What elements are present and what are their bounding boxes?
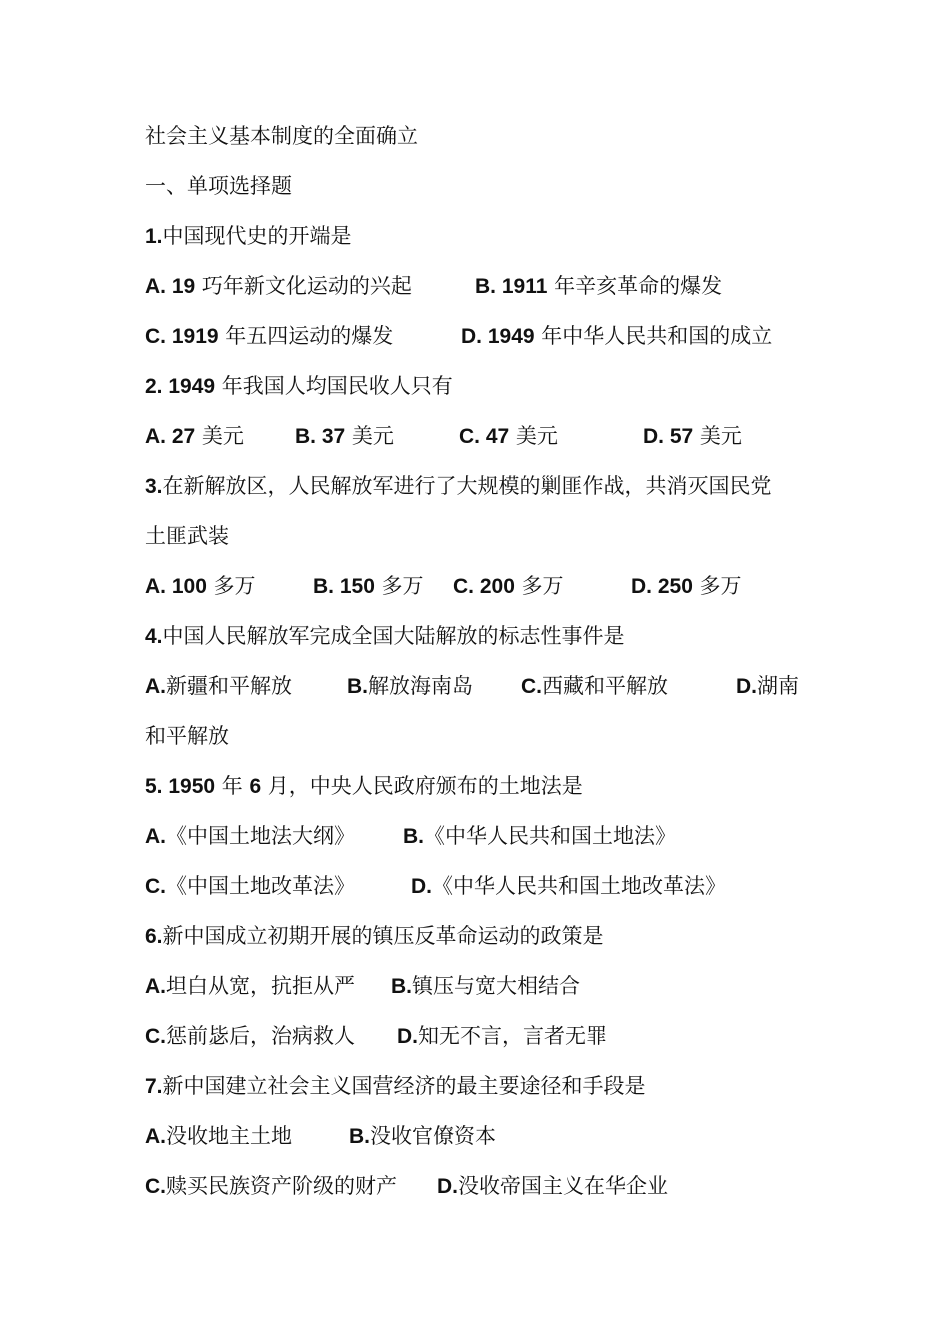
question-4-option-d-continued: 和平解放 <box>145 724 229 748</box>
option-a: A.新疆和平解放 <box>145 674 292 698</box>
question-number: 7. <box>145 1075 163 1098</box>
option-d: D.湖南 <box>736 674 799 698</box>
question-text: 中国现代史的开端是 <box>162 224 352 248</box>
option-c: C.惩前毖后，治病救人 <box>145 1024 355 1048</box>
question-5-options-row-2 <box>145 871 845 901</box>
question-4-options <box>145 671 845 701</box>
question-7-options-row-1 <box>145 1121 845 1151</box>
option-b: B. 1911 年辛亥革命的爆发 <box>475 274 723 298</box>
option-d: D. 1949 年中华人民共和国的成立 <box>461 324 773 348</box>
question-4 <box>145 621 625 651</box>
option-c: C.《中国土地改革法》 <box>145 874 355 898</box>
question-3-options <box>145 571 845 601</box>
question-text: 年 <box>215 774 250 798</box>
document-title: 社会主义基本制度的全面确立 <box>145 124 418 148</box>
option-a: A. 100 多万 <box>145 574 256 598</box>
question-2 <box>145 371 453 401</box>
option-c: C. 47 美元 <box>459 424 558 448</box>
option-c: C. 200 多万 <box>453 574 564 598</box>
option-b: B.没收官僚资本 <box>349 1124 496 1148</box>
question-5-options-row-1 <box>145 821 845 851</box>
question-7-options-row-2 <box>145 1171 845 1201</box>
question-month-number: 6 <box>249 775 262 798</box>
question-number: 4. <box>145 625 163 648</box>
question-2-options <box>145 421 845 451</box>
question-5 <box>145 771 583 801</box>
question-text: 在新解放区，人民解放军进行了大规模的剿匪作战，共消灭国民党 <box>162 474 772 498</box>
option-a: A. 19 巧年新文化运动的兴起 <box>145 274 412 298</box>
question-text: 年我国人均国民收人只有 <box>215 374 453 398</box>
question-7 <box>145 1071 646 1101</box>
option-b: B.解放海南岛 <box>347 674 473 698</box>
option-a: A.坦白从宽，抗拒从严 <box>145 974 355 998</box>
option-a: A. 27 美元 <box>145 424 244 448</box>
question-1-options-row-2 <box>145 321 845 351</box>
question-3-continued: 土匪武装 <box>145 524 229 548</box>
question-1 <box>145 221 352 251</box>
option-d: D.没收帝国主义在华企业 <box>437 1174 668 1198</box>
question-3 <box>145 471 772 501</box>
option-b: B. 150 多万 <box>313 574 424 598</box>
option-b: B.镇压与宽大相结合 <box>391 974 580 998</box>
question-6-options-row-2 <box>145 1021 845 1051</box>
option-c: C.赎买民族资产阶级的财产 <box>145 1174 397 1198</box>
question-number: 2. 1949 <box>145 375 216 398</box>
option-b: B. 37 美元 <box>295 424 394 448</box>
question-number: 3. <box>145 475 163 498</box>
option-a: A.《中国土地法大纲》 <box>145 824 355 848</box>
question-text: 新中国建立社会主义国营经济的最主要途径和手段是 <box>162 1074 646 1098</box>
option-d: D.知无不言，言者无罪 <box>397 1024 607 1048</box>
option-d: D. 57 美元 <box>643 424 742 448</box>
question-text: 新中国成立初期开展的镇压反革命运动的政策是 <box>162 924 604 948</box>
option-d: D.《中华人民共和国土地改革法》 <box>411 874 726 898</box>
section-heading: 一、单项选择题 <box>145 174 292 198</box>
option-d: D. 250 多万 <box>631 574 742 598</box>
question-6-options-row-1 <box>145 971 845 1001</box>
option-c: C. 1919 年五四运动的爆发 <box>145 324 394 348</box>
question-text-continued: 月，中央人民政府颁布的土地法是 <box>261 774 583 798</box>
question-1-options-row-1 <box>145 271 845 301</box>
question-text: 中国人民解放军完成全国大陆解放的标志性事件是 <box>162 624 625 648</box>
option-b: B.《中华人民共和国土地法》 <box>403 824 676 848</box>
question-6 <box>145 921 604 951</box>
question-number: 6. <box>145 925 163 948</box>
option-a: A.没收地主土地 <box>145 1124 292 1148</box>
question-number: 5. 1950 <box>145 775 216 798</box>
option-c: C.西藏和平解放 <box>521 674 668 698</box>
question-number: 1. <box>145 225 163 248</box>
